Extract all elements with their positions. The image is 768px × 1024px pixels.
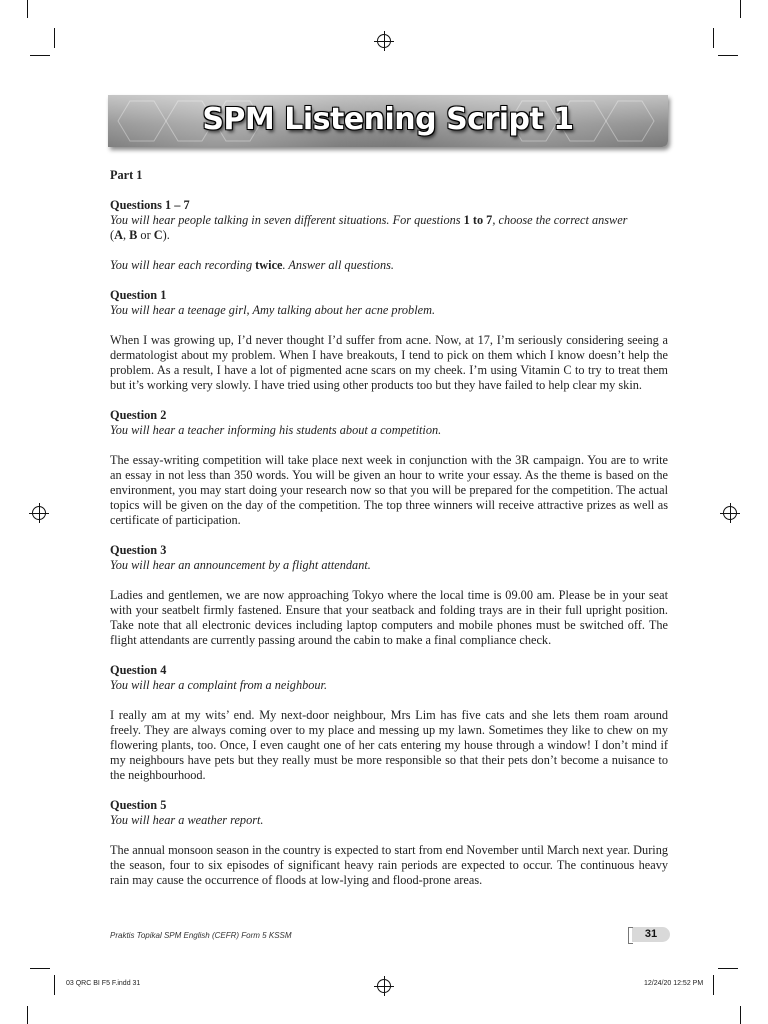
question-script: Ladies and gentlemen, we are now approaching Tokyo where the local time is 09.00 am. Please be in your seat with your seatbelt firmly fastened. Ensure that your seatback and folding trays are in their full upright position. Take note that all electronic devices including laptop computers and mobile phones must be switched off. The flight attendants are currently passing around the cabin to make a final compliance check. <box>110 588 668 647</box>
registration-mark-icon <box>32 506 46 520</box>
crop-mark <box>54 28 55 48</box>
title-banner <box>108 95 668 147</box>
section-heading: Questions 1 – 7 <box>110 198 190 212</box>
question-block <box>110 543 668 648</box>
crop-mark <box>713 28 714 48</box>
crop-mark <box>30 55 50 56</box>
crop-mark <box>718 968 738 969</box>
book-title-footer: Praktis Topikal SPM English (CEFR) Form 5 KSSM <box>110 931 292 940</box>
question-script: I really am at my wits’ end. My next-door neighbour, Mrs Lim has five cats and she lets them roam around freely. They are always coming over to my place and messing up my lawn. Sometimes they like to chew on my flowering plants, too. Once, I even caught one of her cats entering my house through a window! I don’t mind if my neighbours have pets but they really must be more responsible so that their pets don’t become a nuisance to the neighbourhood. <box>110 708 668 782</box>
registration-mark-icon <box>377 34 391 48</box>
section-instruction: You will hear people talking in seven different situations. For questions 1 to 7, choose the correct answer (A, B or C). <box>110 213 628 242</box>
crop-mark <box>27 1006 28 1024</box>
crop-mark <box>54 975 55 995</box>
script-body <box>110 168 668 888</box>
question-heading: Question 1 <box>110 288 167 302</box>
slug-datetime: 12/24/20 12:52 PM <box>644 980 704 987</box>
question-block <box>110 288 668 393</box>
question-script: When I was growing up, I’d never thought I’d suffer from acne. Now, at 17, I’m seriously considering seeing a dermatologist about my problem. When I have breakouts, I tend to pick on them which I know doesn’t help the problem. As a result, I have a lot of pigmented acne scars on my cheek. I’m using Vitamin C to try to treat them but it’s working very slowly. I have tried using other products too but they have failed to help clear my skin. <box>110 333 668 392</box>
question-script: The essay-writing competition will take place next week in conjunction with the 3R campaign. You are to write an essay in not less than 350 words. You will be given an hour to write your essay. As the theme is based on the environment, you may start doing your research now so that you will be prepared for the competition. The actual topics will be given on the day of the competition. The top three winners will receive attractive prizes as well as certificate of participation. <box>110 453 668 527</box>
crop-mark <box>740 0 741 18</box>
question-block <box>110 408 668 528</box>
question-script: The annual monsoon season in the country is expected to start from end November until March next year. During the season, four to six episodes of significant heavy rain periods are expected to occur. The continuous heavy rain may cause the occurrence of floods at low-lying and flood-prone areas. <box>110 843 668 887</box>
part-heading: Part 1 <box>110 168 143 182</box>
question-prompt: You will hear a complaint from a neighbour. <box>110 678 328 692</box>
recording-instruction: You will hear each recording twice. Answer all questions. <box>110 258 394 272</box>
crop-mark <box>27 0 28 18</box>
registration-mark-icon <box>723 506 737 520</box>
slug-file-name: 03 QRC BI F5 F.indd 31 <box>66 980 141 987</box>
page-number: 31 <box>632 927 670 942</box>
question-prompt: You will hear a teenage girl, Amy talking about her acne problem. <box>110 303 436 317</box>
question-block <box>110 798 668 888</box>
question-heading: Question 4 <box>110 663 167 677</box>
page-title: SPM Listening Script 1 <box>202 102 574 137</box>
registration-mark-icon <box>377 979 391 993</box>
crop-mark <box>30 968 50 969</box>
crop-mark <box>718 55 738 56</box>
question-heading: Question 2 <box>110 408 167 422</box>
question-block <box>110 663 668 783</box>
crop-mark <box>713 975 714 995</box>
question-heading: Question 3 <box>110 543 167 557</box>
question-prompt: You will hear a teacher informing his students about a competition. <box>110 423 442 437</box>
question-prompt: You will hear an announcement by a flight attendant. <box>110 558 371 572</box>
crop-mark <box>740 1006 741 1024</box>
question-prompt: You will hear a weather report. <box>110 813 264 827</box>
question-heading: Question 5 <box>110 798 167 812</box>
